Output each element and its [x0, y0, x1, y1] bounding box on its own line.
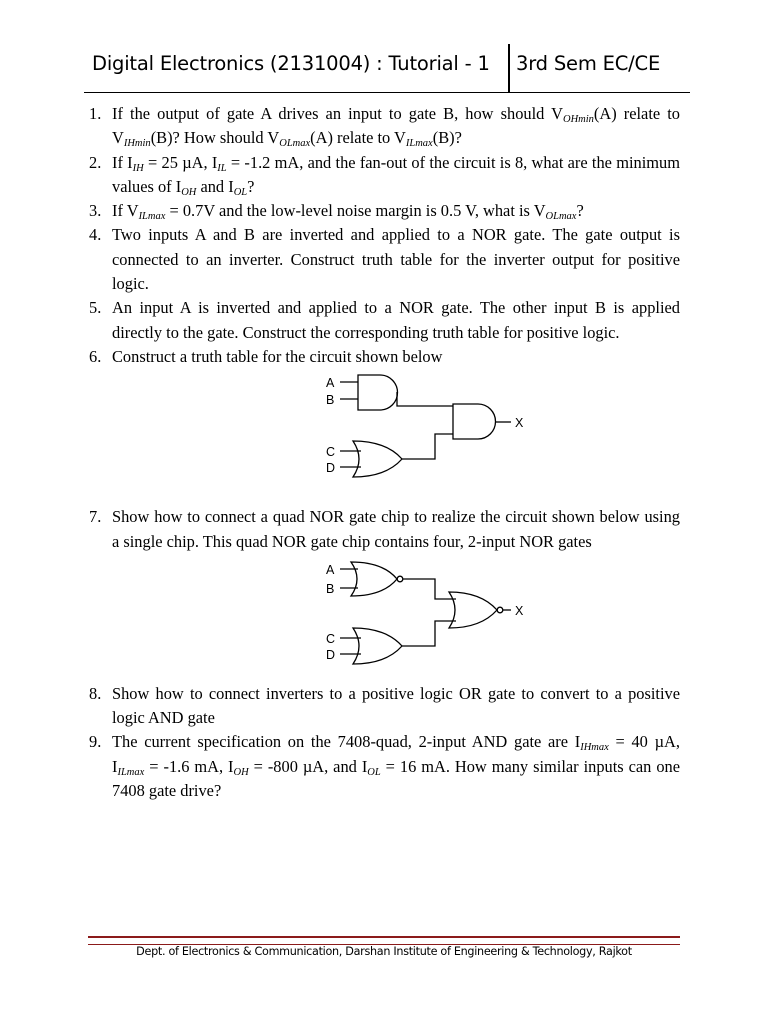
question-3 — [84, 199, 680, 223]
question-number: 2. — [89, 152, 102, 172]
inversion-bubble — [397, 576, 403, 582]
question-7 — [84, 505, 680, 682]
question-text: = 25 µA, I — [143, 152, 218, 172]
input-wire — [340, 382, 358, 399]
question-1 — [84, 102, 680, 151]
label-b: B — [326, 581, 335, 596]
subscript: OH — [233, 766, 249, 778]
or-gate — [353, 441, 402, 477]
question-9 — [84, 730, 680, 803]
question-text: The current specification on the 7408-quad, 2-input AND gate are I — [112, 732, 581, 752]
question-list — [84, 102, 680, 803]
question-4 — [84, 223, 680, 296]
header-divider — [508, 44, 510, 92]
nor-gate-1 — [351, 562, 397, 596]
semester-label: 3rd Sem EC/CE — [516, 52, 661, 75]
question-text: If I — [112, 152, 133, 172]
subscript: ILmax — [117, 766, 145, 778]
question-text: and I — [196, 176, 234, 196]
question-number: 1. — [89, 104, 102, 123]
subscript: OL — [233, 186, 248, 198]
label-a: A — [326, 562, 335, 577]
footer-text: Dept. of Electronics & Communication, Darshan Institute of Engineering & Technology, Rajkot — [136, 945, 632, 958]
label-x: X — [515, 603, 524, 618]
question-text: = -800 µA, and I — [248, 756, 368, 776]
question-number: 4. — [89, 225, 102, 245]
question-text: = 40 µA, I — [112, 732, 680, 776]
subscript: ILmax — [138, 211, 166, 223]
subscript: IH — [132, 162, 144, 174]
question-6 — [84, 345, 680, 505]
and-gate-1 — [358, 375, 398, 410]
or-gate — [353, 628, 402, 664]
question-text: = -1.6 mA, I — [144, 756, 234, 776]
question-number: 8. — [89, 683, 102, 703]
footer-rule — [88, 936, 680, 945]
question-text: = -1.2 mA, and the fan-out of the circuit is 8, what are the minimum values of I — [112, 152, 680, 196]
question-text: (A) relate to V — [112, 104, 680, 148]
question-text: Construct a truth table for the circuit shown below — [112, 346, 443, 366]
and-or-circuit-diagram — [112, 371, 708, 505]
subscript: ILmax — [405, 138, 433, 150]
label-b: B — [326, 393, 335, 408]
question-number: 6. — [89, 346, 102, 366]
question-number: 7. — [89, 507, 102, 527]
subscript: IHmax — [580, 742, 609, 754]
nor-gate-2 — [449, 592, 497, 628]
question-number: 9. — [89, 732, 102, 752]
question-5 — [84, 296, 680, 345]
label-c: C — [326, 445, 336, 460]
question-text: (B)? — [432, 128, 462, 148]
label-a: A — [326, 376, 335, 391]
question-text: = 16 mA. How many similar inputs can one 7408 gate drive? — [112, 756, 680, 801]
question-2 — [84, 151, 680, 200]
question-text: An input A is inverted and applied to a NOR gate. The other input B is applied directly to the gate. Construct the corresponding truth table for positive logic. — [112, 298, 680, 342]
question-text: (B)? How should V — [150, 128, 280, 148]
connecting-wire — [402, 434, 453, 459]
question-text: If V — [112, 201, 139, 221]
nor-circuit-diagram — [112, 556, 708, 682]
question-text: If the output of gate A drives an input to gate B, how should V — [112, 104, 563, 123]
subscript: OL — [367, 766, 381, 778]
and-gate-2 — [453, 404, 496, 439]
question-text: Two inputs A and B are inverted and applied to a NOR gate. The gate output is connected to an inverter. Construct truth table for the inverter output for positive logic. — [112, 225, 680, 294]
inversion-bubble — [497, 607, 503, 613]
connecting-wire — [403, 579, 456, 599]
label-d: D — [326, 461, 336, 476]
question-text: ? — [576, 201, 584, 221]
question-number: 5. — [89, 298, 102, 318]
connecting-wire — [397, 392, 453, 406]
subscript: OHmin — [562, 114, 594, 125]
question-text: Show how to connect inverters to a positive logic OR gate to convert to a positive logic AND gate — [112, 683, 680, 728]
connecting-wire — [402, 621, 456, 646]
subscript: IHmin — [123, 138, 151, 150]
question-text: ? — [247, 176, 255, 196]
question-text: Show how to connect a quad NOR gate chip to realize the circuit shown below using a single chip. This quad NOR gate chip contains four, 2-input NOR gates — [112, 507, 680, 551]
label-x: X — [515, 416, 524, 431]
subscript: OH — [181, 186, 197, 198]
document-title: Digital Electronics (2131004) : Tutorial - 1 — [92, 52, 490, 75]
page-header — [84, 44, 690, 93]
subscript: OLmax — [545, 211, 577, 223]
question-8 — [84, 682, 680, 731]
subscript: OLmax — [279, 138, 311, 150]
question-text: = 0.7V and the low-level noise margin is 0.5 V, what is V — [165, 201, 546, 221]
label-c: C — [326, 631, 336, 646]
question-text: (A) relate to V — [310, 128, 406, 148]
subscript: IL — [217, 162, 227, 174]
label-d: D — [326, 647, 336, 662]
question-number: 3. — [89, 201, 102, 221]
